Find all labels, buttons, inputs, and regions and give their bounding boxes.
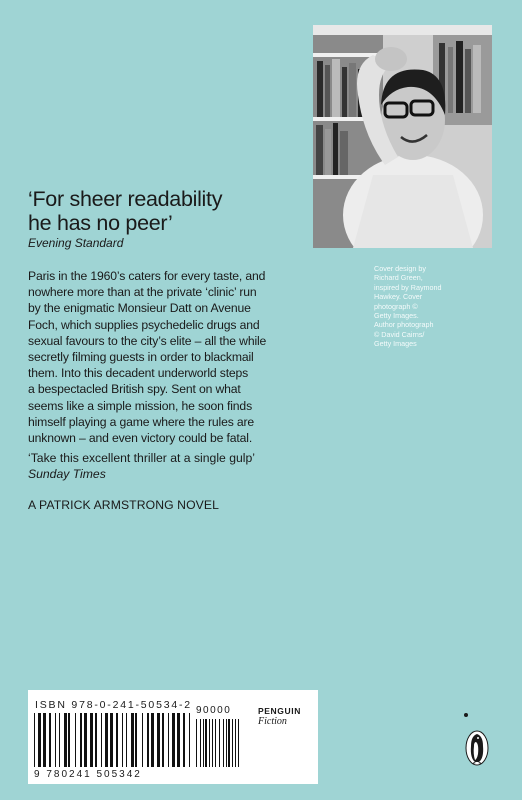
barcode-bar [116, 713, 118, 767]
barcode-bar [183, 713, 185, 767]
headline-line-1: ‘For sheer readability [28, 187, 223, 211]
barcode-bar [200, 719, 201, 767]
barcode-bar [101, 713, 102, 767]
headline-quote [28, 187, 318, 235]
barcode-bar [209, 719, 210, 767]
barcode-bar [196, 719, 197, 767]
credit-line: Author photograph [374, 320, 434, 330]
publisher-label [258, 706, 314, 727]
barcode-panel [28, 690, 318, 784]
second-quote-source: Sunday Times [28, 467, 106, 481]
second-quote-text: ‘Take this excellent thriller at a single gulp’ [28, 451, 255, 465]
barcode-bar [84, 713, 87, 767]
barcode-bar [238, 719, 239, 767]
blurb [28, 268, 363, 446]
barcode-digits: 9 780241 505342 [34, 769, 142, 780]
barcode-bar [203, 719, 204, 767]
barcode-bar [90, 713, 93, 767]
barcode-bar [126, 713, 127, 767]
headline-source: Evening Standard [28, 236, 124, 250]
blurb-line: unknown – and even victory could be fatal. [28, 431, 253, 446]
headline-line-2: he has no peer’ [28, 211, 173, 235]
series-label: A PATRICK ARMSTRONG NOVEL [28, 498, 219, 512]
book-category: Fiction [258, 716, 287, 727]
barcode-bar [55, 713, 56, 767]
credit-line: Getty Images [374, 339, 417, 349]
barcode-bar [172, 713, 175, 767]
author-photo [313, 25, 492, 248]
barcode-bar [157, 713, 160, 767]
barcode-bar [105, 713, 108, 767]
barcode-bar [219, 719, 220, 767]
barcode-bar [223, 719, 224, 767]
blurb-line: seems like a simple mission, he soon finds [28, 398, 253, 413]
barcode-bar [189, 713, 190, 767]
credit-line: Hawkey. Cover [374, 292, 423, 302]
barcode-bar [122, 713, 123, 767]
decorative-dot-icon [463, 712, 469, 718]
barcode-bar [59, 713, 60, 767]
barcode-bar [147, 713, 149, 767]
publisher-name: PENGUIN [258, 706, 301, 716]
barcode-bar [235, 719, 236, 767]
barcode-bar [75, 713, 76, 767]
credit-line: Richard Green, [374, 273, 423, 283]
barcode-bar [110, 713, 113, 767]
price-code: 90000 [196, 705, 232, 716]
barcode-bar [151, 713, 154, 767]
blurb-line: a bespectacled British spy. Sent on what [28, 382, 241, 397]
credit-line: photograph © [374, 301, 418, 311]
credit-line: inspired by Raymond [374, 282, 442, 292]
blurb-line: by the enigmatic Monsieur Datt on Avenue [28, 301, 251, 316]
barcode-bar [80, 713, 82, 767]
blurb-line: Foch, which supplies psychedelic drugs and [28, 317, 260, 332]
barcode-bar [131, 713, 134, 767]
blurb-line: himself playing a game where the rules are [28, 414, 255, 429]
barcode-bar [226, 719, 227, 767]
blurb-line: nowhere more than at the private ‘clinic’ run [28, 285, 257, 300]
barcode-bar [49, 713, 51, 767]
blurb-line: secretly filming guests in order to blackmail [28, 350, 254, 365]
blurb-line: Paris in the 1960’s caters for every taste, and [28, 269, 266, 283]
barcode-bar [232, 719, 233, 767]
barcode-bar [95, 713, 97, 767]
isbn-text: ISBN 978-0-241-50534-2 [35, 699, 192, 711]
barcode-bar [168, 713, 169, 767]
price-barcode-bars [196, 719, 246, 767]
barcode-bar [177, 713, 180, 767]
cover-credits [374, 264, 492, 349]
barcode-bar [38, 713, 41, 767]
barcode-bar [34, 713, 35, 767]
barcode-bar [162, 713, 164, 767]
barcode-bar [205, 719, 207, 767]
barcode-bars [34, 713, 194, 767]
barcode-bar [212, 719, 213, 767]
barcode-bar [135, 713, 137, 767]
barcode-bar [228, 719, 230, 767]
credit-line: Getty Images. [374, 311, 419, 321]
second-quote [28, 450, 255, 482]
barcode-bar [215, 719, 216, 767]
penguin-logo-icon [465, 728, 489, 766]
barcode-bar [64, 713, 67, 767]
barcode-bar [142, 713, 143, 767]
blurb-line: sexual favours to the city’s elite – all the while [28, 333, 267, 348]
credit-line: Cover design by [374, 264, 426, 273]
credit-line: © David Cairns/ [374, 329, 425, 339]
barcode-bar [68, 713, 70, 767]
blurb-line: them. Into this decadent underworld steps [28, 366, 249, 381]
barcode-bar [43, 713, 46, 767]
